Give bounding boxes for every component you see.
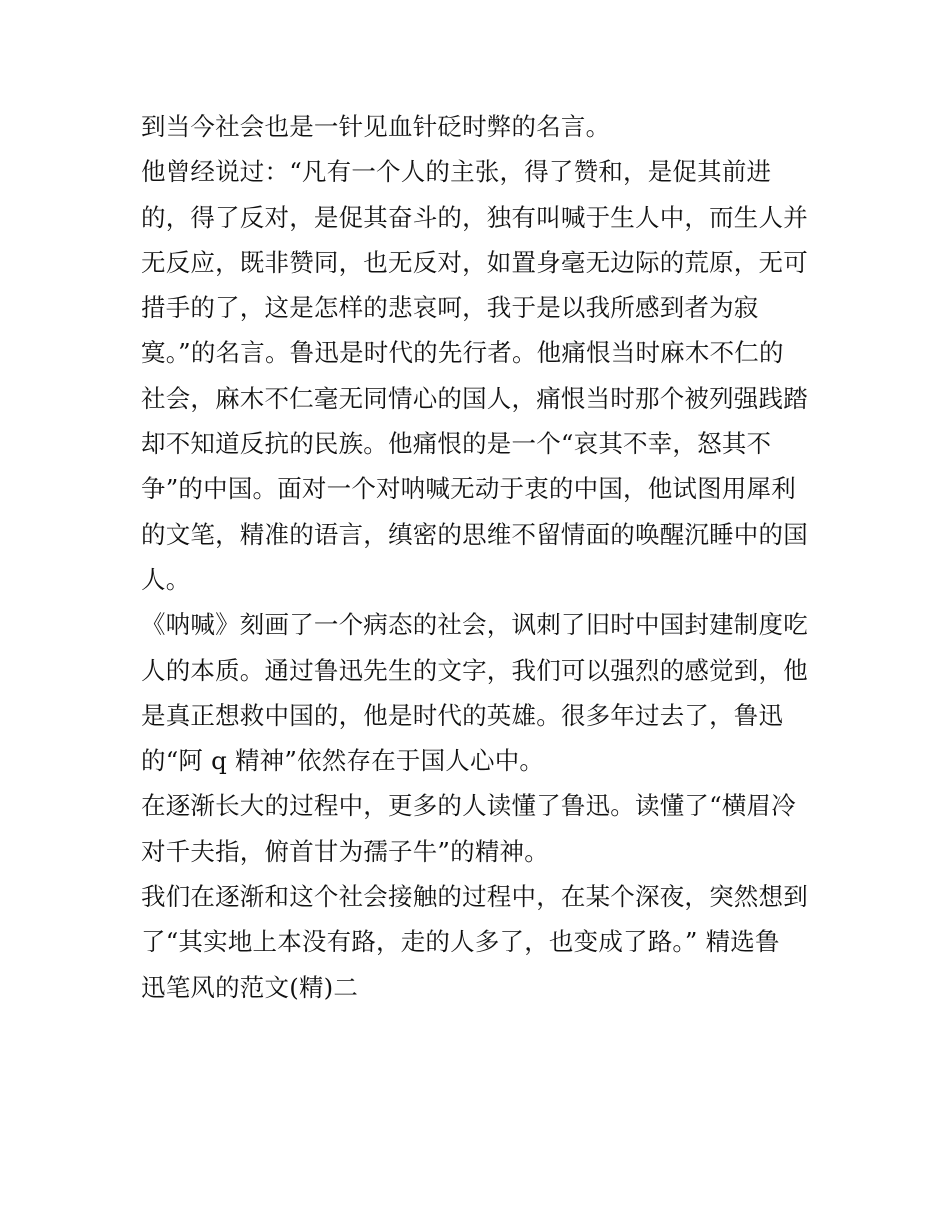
text-line: 的“阿 q 精神”依然存在于国人心中。 [141,746,545,776]
text-line: 了“其实地上本没有路，走的人多了，也变成了路。” 精选鲁 [141,927,780,957]
document-body [141,104,831,1010]
text-line: 的文笔，精准的语言，缜密的思维不留情面的唤醒沉睡中的国 [141,519,808,549]
text-line: 迅笔风的范文(精)二 [141,972,359,1002]
text-line: 争”的中国。面对一个对呐喊无动于衷的中国，他试图用犀利 [141,474,796,504]
text-line: 措手的了，这是怎样的悲哀呵，我于是以我所感到者为寂 [141,293,759,323]
text-line: 在逐渐长大的过程中，更多的人读懂了鲁迅。读懂了“横眉冷 [141,791,796,821]
text-line: 社会，麻木不仁毫无同情心的国人，痛恨当时那个被列强践踏 [141,383,808,413]
text-line: 人的本质。通过鲁迅先生的文字，我们可以强烈的感觉到，他 [141,655,808,685]
text-line: 到当今社会也是一针见血针砭时弊的名言。 [141,112,611,141]
text-line: 却不知道反抗的民族。他痛恨的是一个“哀其不幸，怒其不 [141,429,772,459]
text-line: 《呐喊》刻画了一个病态的社会，讽刺了旧时中国封建制度吃 [141,610,808,640]
text-line: 他曾经说过：“凡有一个人的主张，得了赞和，是促其前进 [141,157,772,187]
text-line: 人。 [141,564,191,594]
text-line: 无反应，既非赞同，也无反对，如置身毫无边际的荒原，无可 [141,247,808,277]
text-line: 的，得了反对，是促其奋斗的，独有叫喊于生人中，而生人并 [141,202,808,232]
text-line: 对千夫指，俯首甘为孺子牛”的精神。 [141,836,549,866]
text-line: 我们在逐渐和这个社会接触的过程中，在某个深夜，突然想到 [141,882,808,912]
text-line: 是真正想救中国的，他是时代的英雄。很多年过去了，鲁迅 [141,700,784,730]
text-line: 寞。”的名言。鲁迅是时代的先行者。他痛恨当时麻木不仁的 [141,338,784,368]
